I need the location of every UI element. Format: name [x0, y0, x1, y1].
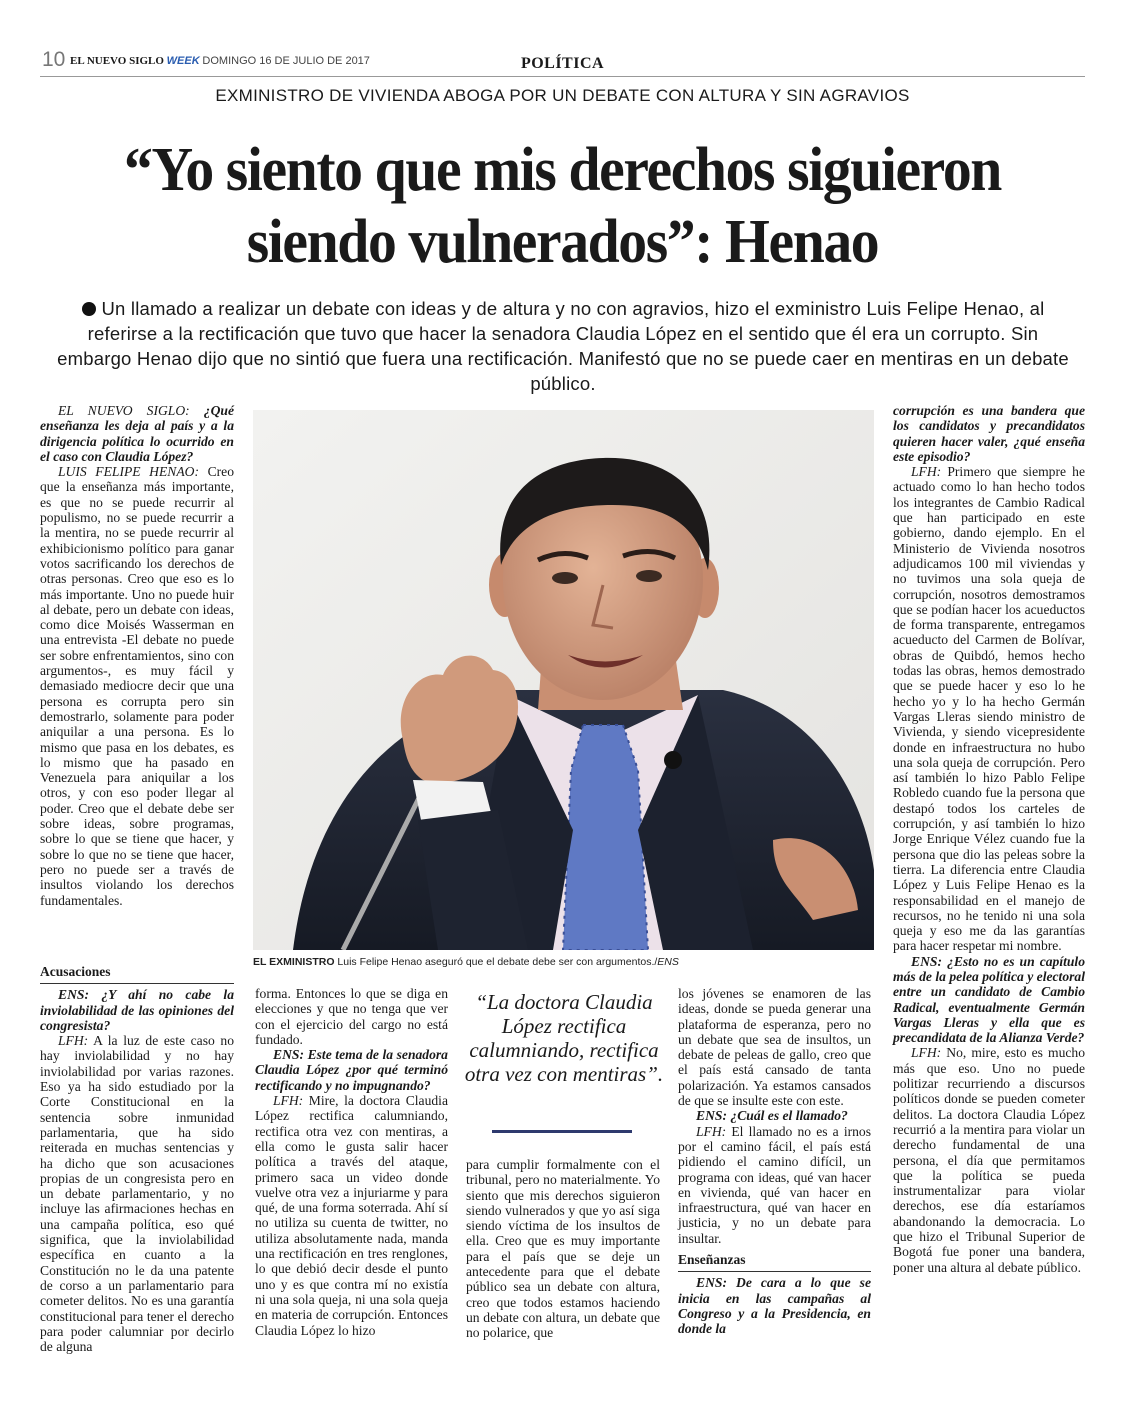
answer: El llamado no es a irnos por el camino fácil, el país está pidiendo el camino difícil, un programa con ideas, qué van hacer en vivienda, qué van hacer en infraestructura, qué van hacer en justicia, y no un debate para insultar.	[678, 1123, 872, 1246]
subhead-rule	[40, 983, 234, 984]
question-label: EL NUEVO SIGLO:	[58, 403, 190, 418]
page-number: 10	[42, 48, 66, 71]
answer-label: LFH:	[911, 464, 942, 480]
subhead-acusaciones: Acusaciones	[40, 964, 111, 979]
photo-caption	[253, 956, 874, 968]
pull-quote-rule	[492, 1130, 632, 1133]
section-label: POLÍTICA	[520, 55, 605, 72]
article-photo	[253, 410, 874, 950]
question: ¿Cuál es el llamado?	[730, 1108, 848, 1124]
answer-continued: forma. Entonces lo que se diga en elecciones y que no tenga que ver con el ejercicio del cargo no está fundado.	[255, 986, 448, 1047]
answer: Primero que siempre he actuado como lo han hecho todos los integrantes de Cambio Radical que han participado en este gobierno, dando ejemplo. En el Ministerio de Vivienda nosotros adjudicamos 100 mil viviendas y no tuvimos una sola queja de corrupción, nosotros demostramos que se podían hacer los acueductos de forma transparente, entregamos acueducto del Carmen de Bolívar, obras de Quibdó, hemos hecho todas las obras, hemos demostrado que se puede hacer y eso lo he hecho yo y lo ha hecho Germán Vargas Lleras siendo ministro de Vivienda, y siendo vicepresidente donde en infraestructura no hubo una sola queja de corrupción. Pero así también lo hizo Pablo Felipe Robledo cuando fue la persona que destapó todos los carteles de corrupción, y así también lo hizo Jorge Enrique Vélez cuando fue la persona que dio las peleas sobre la tierra. La diferencia entre Claudia López y Luis Felipe Henao es la responsabilidad en el manejo de recursos, no he tenido ni una sola queja y eso me da las garantías para hacer respetar mi nombre.	[893, 464, 1085, 954]
headline	[77, 134, 1049, 278]
question: De cara a lo que se inicia en las campañas al Congreso y a la Presidencia, en donde la	[678, 1275, 871, 1337]
pull-quote: “La doctora Claudia López rectifica calumniando, rectifica otra vez con mentiras”.	[464, 990, 664, 1086]
column-2	[255, 986, 448, 1338]
question: ¿Qué enseñanza les deja al país y a la dirigencia política lo ocurrido en el caso con Claudia López?	[40, 403, 234, 464]
question: ¿Esto no es un capítulo más de la pelea política y electoral entre un candidato de Cambio Radical, eventualmente Germán Vargas Lleras y ella que es precandidata de la Alianza Verde?	[893, 953, 1086, 1046]
answer: A la luz de este caso no hay inviolabilidad y no hay inviolabilidad por varias razones. Eso ya ha sido estudiado por la Corte Constitucional en la sentencia sobre inmunidad parlamentaria, que ha sido reiterada en muchas sentencias y ha dicho que son acusaciones propias de un congresista pero en un debate parlamentario, y no incluye las afirmaciones hechas en una campaña política, eso qué significa, que la inviolabilidad específica en cuanto a la Constitución no le da una patente de corso a un parlamentario para cometer delitos. No es una garantía constitucional para tener el derecho para poder calumniar por decirlo de alguna	[40, 1033, 234, 1355]
answer: Creo que la enseñanza más importante, es que no se puede recurrir al populismo, no se puede recurrir a la mentira, no se puede recurrir al exhibicionismo político para ganar votos sacrificando los derechos de otras personas. Creo que eso es lo más importante. Uno no puede huir al debate, pero un debate con ideas, como dice Moisés Wasserman en una entrevista -El debate no puede ser sobre enfrentamientos, sino con argumentos-, es muy fácil y demasiado mediocre decir que una persona es corrupta pero sin demostrarlo, solamente para poder aniquilar a una persona. Es lo mismo que pasa en los debates, es lo mismo que ha pasado en Venezuela para aniquilar a los otros, y con eso poder llegar al poder. Creo que el debate debe ser sobre ideas, sobre programas, sobre lo que se tiene que hacer, y sobre lo que no se tiene que hacer, pero no puede ser a través de insultos violando los derechos fundamentales.	[40, 464, 234, 908]
headline-line-1: “Yo siento que mis derechos siguieron	[124, 136, 1001, 204]
column-1	[40, 403, 234, 908]
header-rule	[40, 76, 1085, 77]
photo-credit: ENS	[657, 956, 679, 968]
answer-label: LFH:	[696, 1123, 727, 1139]
kicker: EXMINISTRO DE VIVIENDA ABOGA POR UN DEBATE CON ALTURA Y SIN AGRAVIOS	[215, 86, 910, 105]
question-label: ENS:	[696, 1275, 727, 1291]
answer: No, mire, esto es mucho más que eso. Uno no puede politizar recurriendo a discursos políticos donde se pueden cometer delitos. La doctora Claudia López recurrió a la mentira para violar un derecho fundamental de una persona, el día que permitamos que la política se pueda instrumentalizar para violar derechos, ese día estaríamos abandonando la democracia. Lo que hizo el Tribunal Superior de Bogotá fue poner una bandera, poner una altura al debate público.	[893, 1045, 1085, 1275]
lede-text: Un llamado a realizar un debate con ideas y de altura y no con agravios, hizo el exministro Luis Felipe Henao, al referirse a la rectificación que tuvo que hacer la senadora Claudia López en el sentido que él era un corrupto. Sin embargo Henao dijo que no sintió que fuera una rectificación. Manifestó que no se puede caer en mentiras en un debate público.	[57, 298, 1069, 394]
question: ¿Y ahí no cabe la inviolabilidad de las opiniones del congresista?	[40, 987, 234, 1033]
answer-label: LFH:	[911, 1045, 942, 1061]
column-3	[466, 1157, 660, 1341]
question-label: ENS:	[696, 1108, 727, 1124]
caption-text: Luis Felipe Henao aseguró que el debate debe ser con argumentos./	[337, 956, 658, 968]
masthead-date: DOMINGO 16 DE JULIO DE 2017	[202, 55, 370, 67]
column-1-lower	[40, 958, 234, 1354]
column-4	[893, 403, 1085, 1275]
lede	[48, 296, 1078, 396]
answer-label: LUIS FELIPE HENAO:	[58, 464, 199, 480]
answer: Mire, la doctora Claudia López rectifica calumniando, rectifica otra vez con mentiras, a ella como le gusta salir hacer política a través del ataque, primero saca un video donde vuelve otra vez a injuriarme y para qué, de una forma soterrada. Ahí sí no utiliza su cuenta de twitter, no utiliza absolutamente nada, manda una rectificación en tres renglones, lo que debió decir desde el punto uno y es que contra mí no existía ni una sola queja, ni una sola queja en materia de corrupción. Entonces Claudia López lo hizo	[255, 1093, 448, 1338]
subhead-rule	[678, 1271, 871, 1272]
caption-lead: EL EXMINISTRO	[253, 956, 335, 968]
masthead-week: WEEK	[166, 55, 200, 67]
answer-label: LFH:	[273, 1093, 304, 1109]
question-label: ENS:	[58, 987, 89, 1003]
column-3b	[678, 986, 871, 1337]
question-label: ENS:	[273, 1047, 304, 1063]
headline-line-2: siendo vulnerados”: Henao	[246, 208, 879, 276]
subhead-ensenanzas: Enseñanzas	[678, 1252, 746, 1268]
question-label: ENS:	[911, 953, 942, 969]
answer-continued: los jóvenes se enamoren de las ideas, donde se pueda generar una plataforma de esperanza, pero no un debate que sea de insultos, un debate de peleas de gallo, creo que el país está cansado de tanta polarización. Ya estamos cansados de que se insulte este con este.	[678, 986, 871, 1109]
bullet-icon	[82, 302, 96, 316]
question: Este tema de la senadora Claudia López ¿por qué terminó rectificando y no impugnando?	[255, 1047, 448, 1093]
answer-label: LFH:	[58, 1033, 89, 1049]
masthead-name: EL NUEVO SIGLO	[70, 55, 164, 67]
answer-continued: para cumplir formalmente con el tribunal, pero no materialmente. Yo siento que mis derechos siguieron siendo vulnerados y que yo así siga siendo víctima de los insultos de ella. Creo que es muy importante para el país que se deje un antecedente para que el debate público sea un debate con altura, creo que todos estamos haciendo un debate con altura, un debate que no polarice, que	[466, 1157, 660, 1341]
question-continued: corrupción es una bandera que los candidatos y precandidatos quieren hacer valer, ¿qué enseña este episodio?	[893, 403, 1085, 464]
